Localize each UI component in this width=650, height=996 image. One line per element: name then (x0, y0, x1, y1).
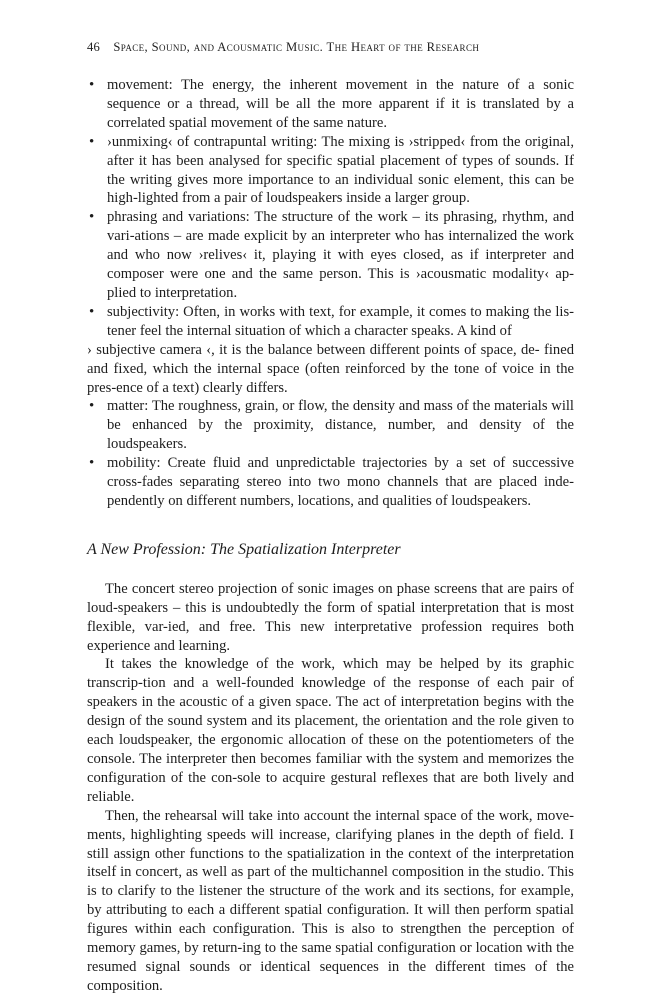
bullet-item-matter: • matter: The roughness, grain, or flow, the density and mass of the materials will be enhanced by the proximity, distance, number, and density of the loudspeakers. (87, 397, 574, 454)
bullet-item-movement: • movement: The energy, the inherent movement in the nature of a sonic sequence or a thread, will be all the more apparent if it is translated by a correlated spatial movement of the same nature. (87, 76, 574, 133)
paragraph: Then, the rehearsal will take into account the internal space of the work, move-ments, highlighting speeds will increase, clarifying planes in the depth of field. I still assign other functions to the spatialization in the context of the interpretation itself in concert, as well as part of the multichannel composition in the studio. This is to clarify to the listener the structure of the work and its sections, for example, by attributing to each a different spatial configuration. It will then perform spatial figures within each configuration. This is also to strengthen the perception of memory games, by return-ing to the same spatial configuration or location with the resumed signal sounds or identical sequences in the different times of the composition. (87, 807, 574, 994)
page-number: 46 (87, 40, 100, 54)
bullet-item-phrasing: • phrasing and variations: The structure of the work – its phrasing, rhythm, and vari-ations – are made explicit by an interpreter who has internalized the work and who now ›relives‹ it, playing it with eyes closed, as if interpreter and composer were one and the same person. This is ›acousmatic modality‹ ap- plied to interpretation. (87, 208, 574, 303)
running-title: Space, Sound, and Acousmatic Music. The Heart of the Research (113, 40, 480, 54)
section-heading: A New Profession: The Spatialization Interpreter (87, 540, 401, 558)
bullet-item-subjectivity: • subjectivity: Often, in works with text, for example, it comes to making the lis-tener feel the internal situation of which a character speaks. A kind of (87, 303, 574, 341)
bullet-item-unmixing: • ›unmixing‹ of contrapuntal writing: The mixing is ›stripped‹ from the original, after it has been analysed for specific spatial placement of types of sounds. If the writing gives more importance to an individual sonic element, this can be high-lighted from a pair of loudspeakers inside a larger group. (87, 133, 574, 209)
book-page (87, 38, 574, 996)
running-header (87, 38, 574, 56)
main-text (87, 76, 574, 996)
bullet-item-mobility: • mobility: Create fluid and unpredictable trajectories by a set of successive cross-fades separating stereo into two mono channels that are placed inde- pendently on different numbers, locations, and qualities of loudspeakers. (87, 454, 574, 511)
bullet-continuation: › subjective camera ‹, it is the balance between different points of space, de- fined and fixed, which the internal space (often reinforced by the tone of voice in the pres-ence of a text) clearly differs. (87, 341, 574, 396)
bullet-list (87, 76, 574, 511)
paragraph: It takes the knowledge of the work, which may be helped by its graphic transcrip-tion and a well-founded knowledge of the response of each pair of speakers in the acoustic of a given space. The act of interpretation begins with the design of the sound system and its placement, the orientation and the role given to each loudspeaker, the ergonomic allocation of these on the potentiometers of the console. The interpreter then becomes familiar with the system and memorizes the configuration of the con-sole to acquire gestural reflexes that are both lively and reliable. (87, 656, 574, 805)
paragraph: The concert stereo projection of sonic images on phase screens that are pairs of loud-speakers – this is undoubtedly the form of spatial interpretation that is most flexible, var-ied, and free. This new interpretative profession requires both experience and learning. (87, 580, 574, 654)
